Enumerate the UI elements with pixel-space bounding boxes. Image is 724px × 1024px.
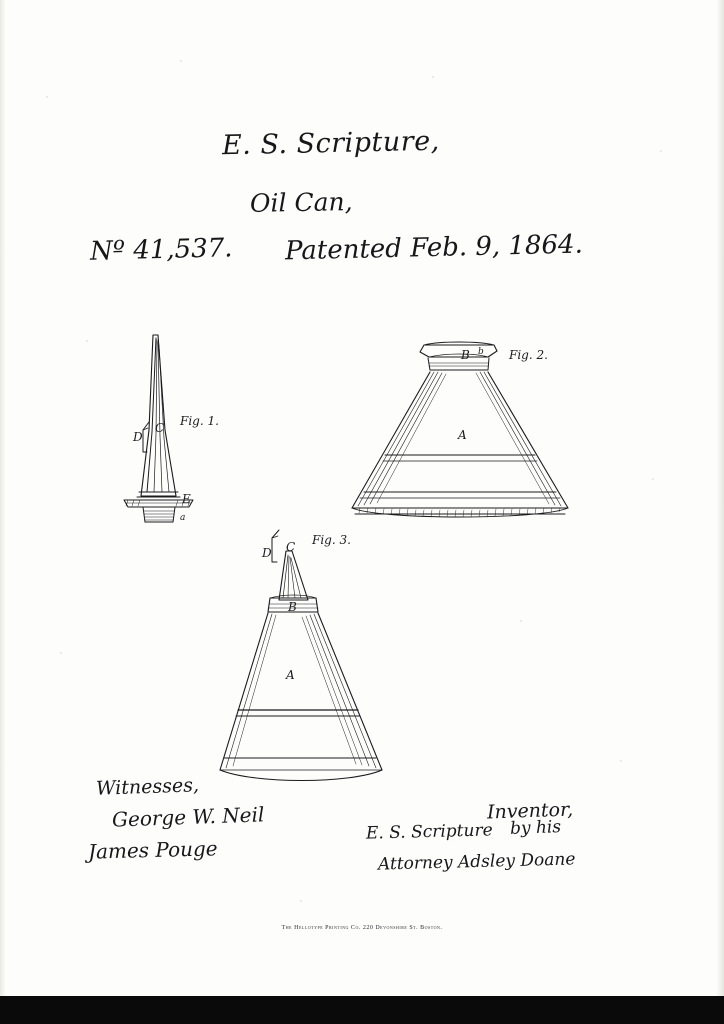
- patent-date: Patented Feb. 9, 1864.: [284, 229, 584, 267]
- page-bottom-black-bar: [0, 996, 724, 1024]
- inventor-heading: E. S. Scripture,: [221, 125, 441, 162]
- figure-2-callout-a: A: [458, 428, 467, 442]
- inventor-label: Inventor,: [486, 798, 574, 824]
- witnesses-label: Witnesses,: [95, 774, 200, 800]
- attorney-signature: Attorney Adsley Doane: [377, 849, 576, 875]
- figure-2-callout-b-lower: b: [478, 347, 484, 357]
- figure-3-label: Fig. 3.: [312, 533, 351, 547]
- witness-signature-2: James Pouge: [87, 836, 218, 864]
- figure-3-callout-a: A: [286, 668, 295, 682]
- witness-signature-1: George W. Neil: [111, 802, 265, 832]
- figure-1-callout-c: C: [155, 421, 165, 435]
- figure-3-callout-c: C: [286, 540, 296, 554]
- subject-heading: Oil Can,: [249, 187, 353, 218]
- printer-credit: The Hellotype Printing Co. 220 Devonshire St. Boston.: [281, 925, 443, 931]
- figure-3-drawing: [220, 530, 382, 781]
- figure-2-callout-b-upper: B: [461, 348, 470, 362]
- figure-1-callout-d: D: [133, 430, 143, 444]
- figure-1-label: Fig. 1.: [180, 414, 219, 428]
- figure-1-callout-e: E: [182, 492, 191, 506]
- figure-2-label: Fig. 2.: [509, 348, 548, 362]
- inventor-signature: E. S. Scripture: [365, 820, 493, 844]
- patent-number: Nº 41,537.: [89, 233, 233, 267]
- figure-3-callout-d: D: [262, 546, 272, 560]
- inventor-by-text: by his: [509, 817, 562, 839]
- figure-3-callout-b: B: [288, 600, 297, 614]
- figure-1-callout-a: a: [180, 513, 186, 523]
